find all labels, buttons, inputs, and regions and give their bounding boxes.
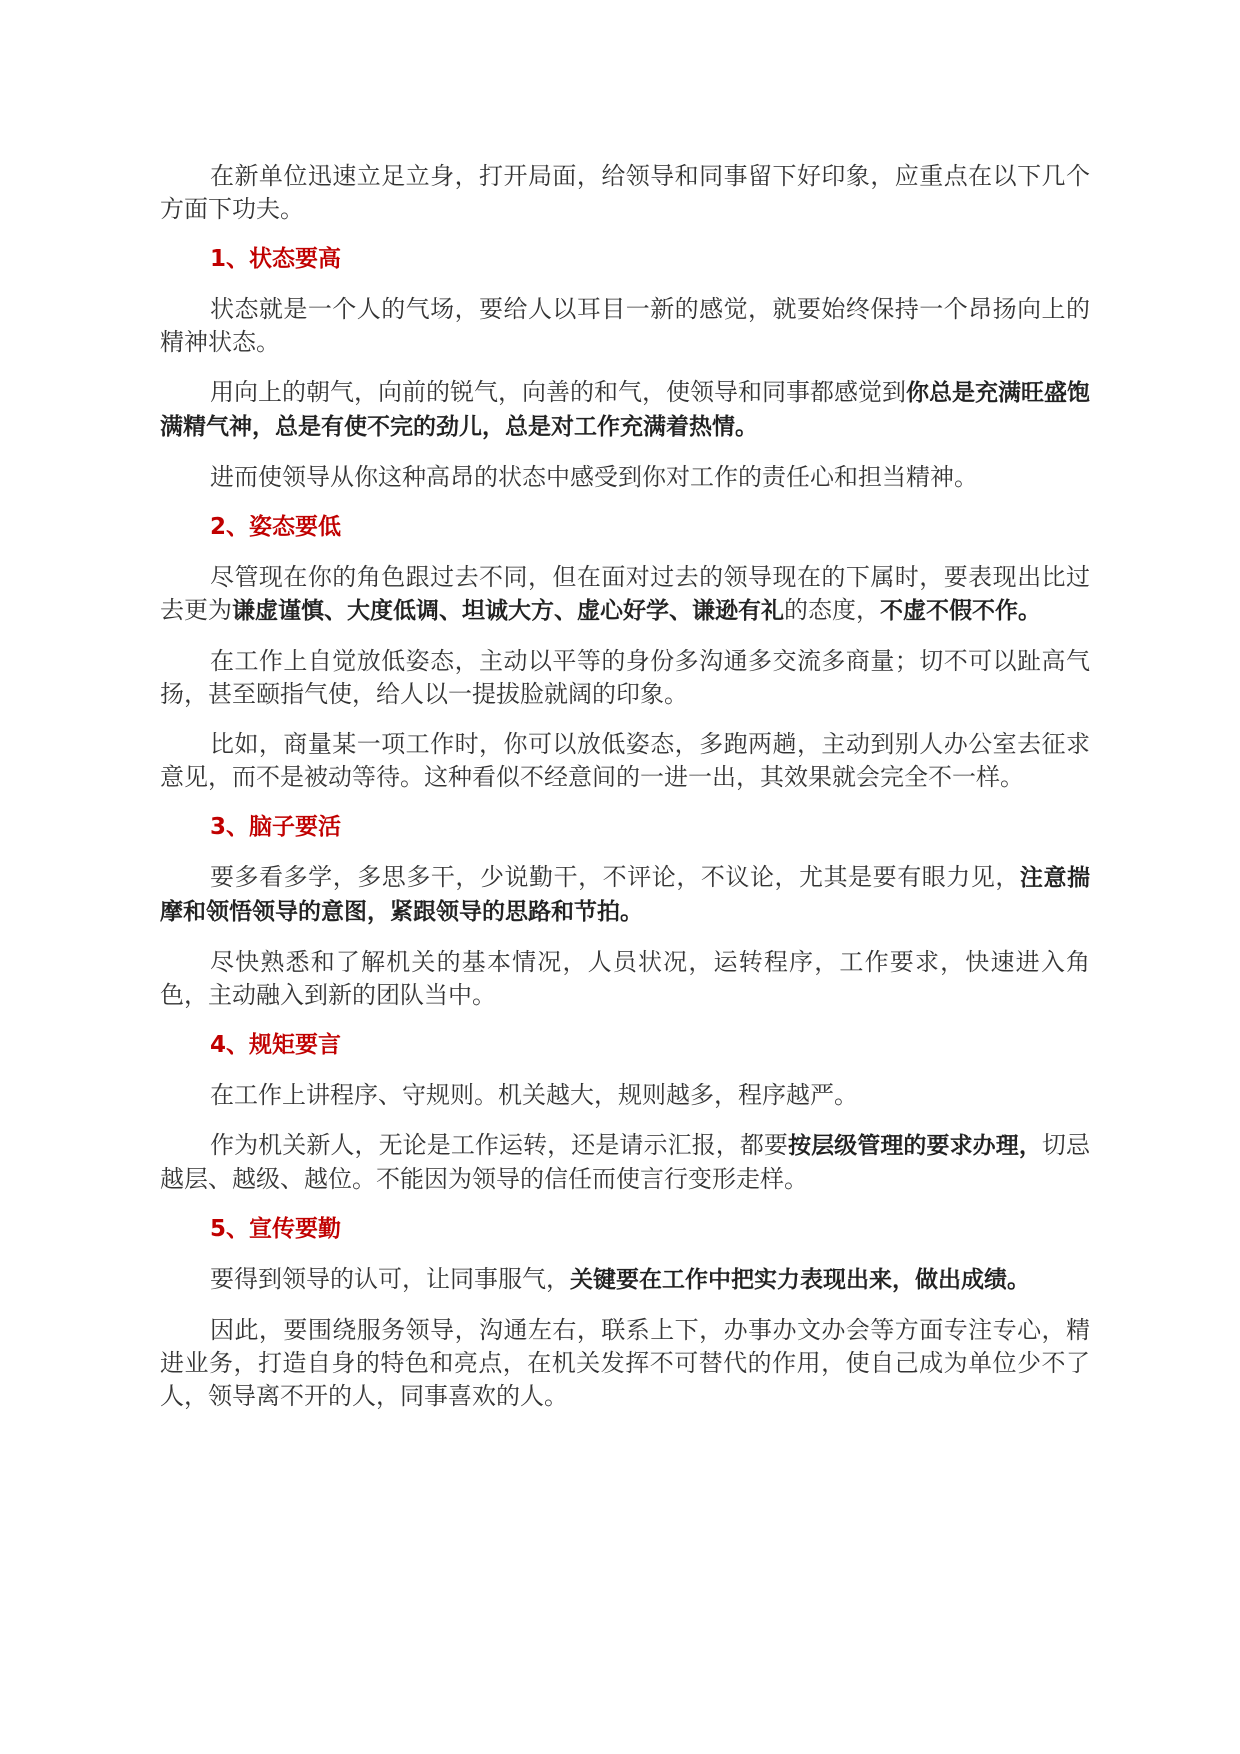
section-1-heading: 1、状态要高 bbox=[210, 246, 342, 272]
paragraph-text: 尽管现在你的角色跟过去不同，但在面对过去的领导现在的下属时，要表现出比过去更为 bbox=[160, 563, 1090, 624]
section-2-paragraph-1 bbox=[160, 561, 1090, 628]
emphasis-text: 不虚不假不作。 bbox=[880, 598, 1041, 624]
emphasis-text: 你总是充满旺盛饱满精气神，总是有使不完的劲儿，总是对工作充满着热情。 bbox=[160, 380, 1090, 440]
section-5-paragraph-2: 因此，要围绕服务领导，沟通左右，联系上下，办事办文办会等方面专注专心，精进业务，打造自身的特色和亮点，在机关发挥不可替代的作用，使自己成为单位少不了人，领导离不开的人，同事喜欢的人。 bbox=[160, 1316, 1090, 1410]
paragraph-text: 的态度， bbox=[784, 596, 880, 624]
paragraph-text: 要多看多学，多思多干，少说勤干，不评论，不议论，尤其是要有眼力见， bbox=[210, 863, 1020, 891]
section-1-paragraph-2 bbox=[160, 376, 1090, 444]
section-3-heading: 3、脑子要活 bbox=[210, 814, 342, 840]
paragraph-text: 用向上的朝气，向前的锐气，向善的和气，使领导和同事都感觉到 bbox=[210, 378, 906, 406]
paragraph-text: 要得到领导的认可，让同事服气， bbox=[210, 1265, 570, 1293]
section-2-paragraph-2: 在工作上自觉放低姿态，主动以平等的身份多沟通多交流多商量；切不可以趾高气扬，甚至颐指气使，给人以一提拔脸就阔的印象。 bbox=[160, 647, 1090, 708]
emphasis-text: 注意揣摩和领悟领导的意图，紧跟领导的思路和节拍。 bbox=[160, 865, 1091, 925]
paragraph-text: 切忌越层、越级、越位。不能因为领导的信任而使言行变形走样。 bbox=[160, 1131, 1091, 1193]
emphasis-text: 关键要在工作中把实力表现出来，做出成绩。 bbox=[570, 1267, 1030, 1293]
section-4-heading: 4、规矩要言 bbox=[210, 1032, 342, 1058]
section-4-paragraph-2 bbox=[160, 1129, 1090, 1196]
section-3-paragraph-1 bbox=[160, 861, 1090, 929]
document-page bbox=[160, 160, 1090, 1430]
paragraph-text: 作为机关新人，无论是工作运转，还是请示汇报，都要 bbox=[210, 1131, 788, 1159]
section-5-heading: 5、宣传要勤 bbox=[210, 1216, 342, 1242]
section-4-paragraph-1: 在工作上讲程序、守规则。机关越大，规则越多，程序越严。 bbox=[210, 1081, 858, 1109]
section-2-heading: 2、姿态要低 bbox=[210, 514, 342, 540]
section-2-paragraph-3: 比如，商量某一项工作时，你可以放低姿态，多跑两趟，主动到别人办公室去征求意见，而不是被动等待。这种看似不经意间的一进一出，其效果就会完全不一样。 bbox=[160, 730, 1090, 791]
section-5-paragraph-1 bbox=[160, 1263, 1090, 1297]
intro-paragraph: 在新单位迅速立足立身，打开局面，给领导和同事留下好印象，应重点在以下几个方面下功夫。 bbox=[160, 162, 1090, 223]
section-3-paragraph-2: 尽快熟悉和了解机关的基本情况，人员状况，运转程序，工作要求，快速进入角色，主动融入到新的团队当中。 bbox=[160, 948, 1090, 1009]
emphasis-text: 谦虚谨慎、大度低调、坦诚大方、虚心好学、谦逊有礼 bbox=[232, 598, 784, 624]
section-1-paragraph-1: 状态就是一个人的气场，要给人以耳目一新的感觉，就要始终保持一个昂扬向上的精神状态。 bbox=[160, 295, 1090, 356]
emphasis-text: 按层级管理的要求办理， bbox=[788, 1133, 1042, 1159]
section-1-paragraph-3: 进而使领导从你这种高昂的状态中感受到你对工作的责任心和担当精神。 bbox=[210, 463, 978, 491]
